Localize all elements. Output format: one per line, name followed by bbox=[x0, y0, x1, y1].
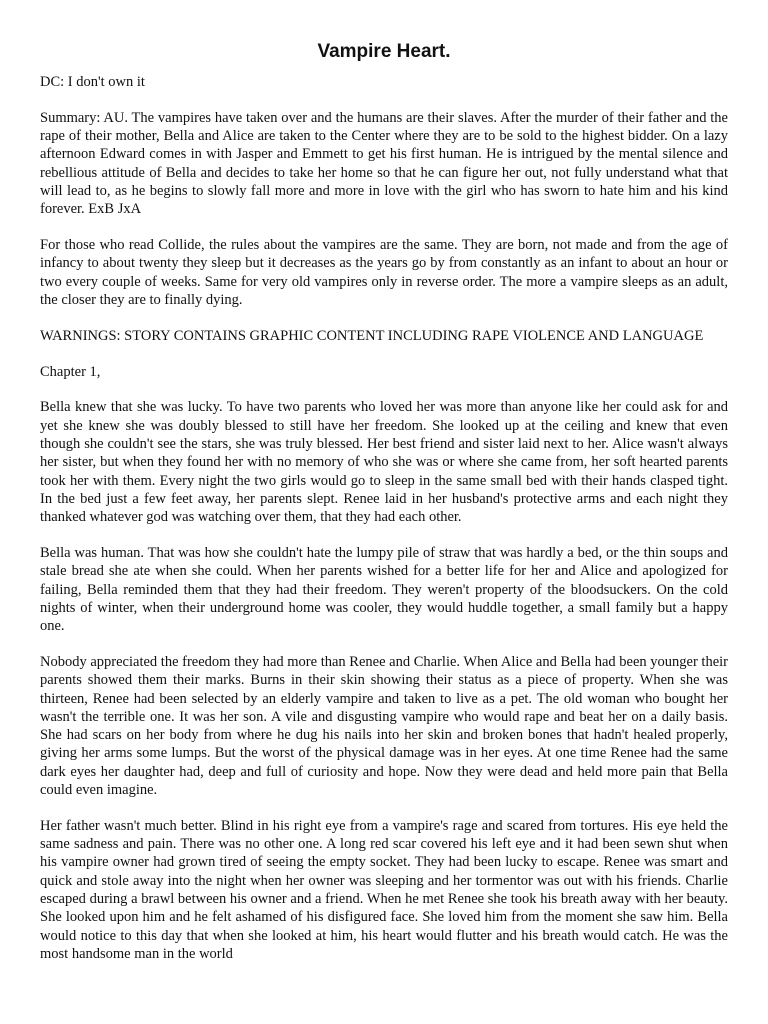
story-paragraph-2: Bella was human. That was how she couldn't hate the lumpy pile of straw that was hardly a bed, or the thin soups and stale bread she ate when she could. When her parents wished for a better life for her and Alice and apologized for failing, Bella reminded them that they had their freedom. They weren't property of the bloodsuckers. On the cold nights of winter, when their underground home was cooler, they would huddle together, a small family but a happy one. bbox=[40, 544, 728, 635]
rules-paragraph: For those who read Collide, the rules about the vampires are the same. They are born, not made and from the age of infancy to about twenty they sleep but it decreases as the years go by from constantly as an infant to about an hour or two every couple of weeks. Same for very old vampires only in reverse order. The more a vampire sleeps as an adult, the closer they are to finally dying. bbox=[40, 237, 728, 308]
story-paragraph-3: Nobody appreciated the freedom they had more than Renee and Charlie. When Alice and Bella had been younger their parents showed them their marks. Burns in their skin showing their status as a piece of property. When she was thirteen, Renee had been selected by an elderly vampire and taken to live as a pet. The old woman who bought her wasn't the terrible one. It was her son. A vile and disgusting vampire who would rape and beat her on a daily basis. She had scars on her body from where he dug his nails into her skin and broken bones that hadn't healed properly, giving her arms some lumps. But the worst of the physical damage was in her eyes. At one time Renee had the same dark eyes her daughter had, deep and full of curiosity and hope. Now they were dead and held more pain that Bella could even imagine. bbox=[40, 653, 728, 798]
warnings-paragraph: WARNINGS: STORY CONTAINS GRAPHIC CONTENT INCLUDING RAPE VIOLENCE AND LANGUAGE bbox=[40, 327, 704, 344]
story-paragraph-1: Bella knew that she was lucky. To have two parents who loved her was more than anyone like her could ask for and yet she knew she was doubly blessed to still have her freedom. She looked up at the ceiling and knew that even though she couldn't see the stars, she was truly blessed. Her best friend and sister laid next to her. Alice wasn't always her sister, but when they found her with no memory of who she was or where she came from, her soft hearted parents took her with them. Every night the two girls would go to sleep in the same small bed with their hands clasped tight. In the bed just a few feet away, her parents slept. Renee laid in her husband's protective arms and each night they thanked whatever god was watching over them, that they had each other. bbox=[40, 399, 728, 526]
disclaimer-paragraph: DC: I don't own it bbox=[40, 74, 145, 90]
document-title: Vampire Heart. bbox=[317, 41, 451, 62]
story-paragraph-4: Her father wasn't much better. Blind in his right eye from a vampire's rage and scared from tortures. His eye held the same sadness and pain. There was no other one. A long red scar covered his left eye and it had been sewn shut when his vampire owner had grown tired of seeing the empty socket. They had been lucky to escape. Renee was smart and quick and stole away into the night when her owner was sleeping and her tormentor was out with his friends. Charlie escaped during a brawl between his owner and a friend. When he met Renee she took his breath away with her beauty. She looked upon him and he felt ashamed of his disfigured face. She loved him from the moment she saw him. Bella would notice to this day that when she looked at him, his heart would flutter and his breath would catch. He was the most handsome man in the world bbox=[40, 817, 728, 962]
chapter-heading: Chapter 1, bbox=[40, 363, 101, 380]
summary-paragraph: Summary: AU. The vampires have taken over and the humans are their slaves. After the murder of their father and the rape of their mother, Bella and Alice are taken to the Center where they are to be sold to the highest bidder. On a lazy afternoon Edward comes in with Jasper and Emmett to get his first human. He is intrigued by the mental silence and rebellious attitude of Bella and decides to take her home so that he can figure her out, not fully understand what that will lead to, as he begins to slowly fall more and more in love with the girl who has sworn to hate him and his kind forever. ExB JxA bbox=[40, 109, 728, 218]
document-page bbox=[40, 40, 728, 963]
